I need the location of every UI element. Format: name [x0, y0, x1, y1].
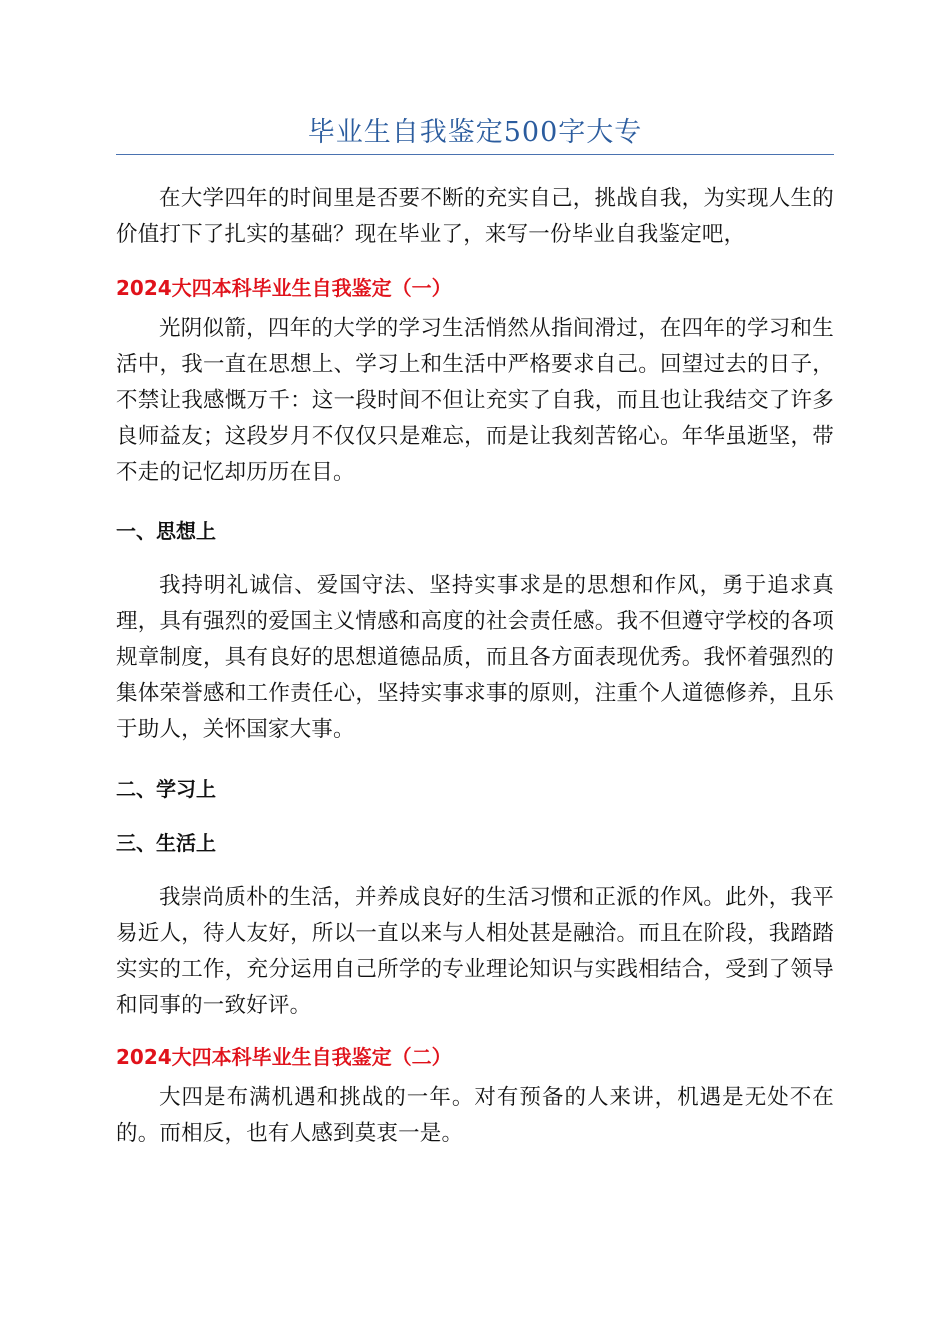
document-title: 毕业生自我鉴定500字大专	[307, 117, 643, 148]
title-underline	[116, 154, 834, 155]
subheading-life: 三、生活上	[116, 831, 216, 855]
section-heading-2: 2024大四本科毕业生自我鉴定（二）	[116, 1045, 452, 1069]
intro-paragraph: 在大学四年的时间里是否要不断的充实自己，挑战自我，为实现人生的价值打下了扎实的基础？现在毕业了，来写一份毕业自我鉴定吧，	[116, 186, 834, 247]
subheading-thought: 一、思想上	[116, 519, 216, 543]
section-heading-1: 2024大四本科毕业生自我鉴定（一）	[116, 276, 452, 300]
life-paragraph: 我崇尚质朴的生活，并养成良好的生活习惯和正派的作风。此外，我平易近人，待人友好，所以一直以来与人相处甚是融洽。而且在阶段，我踏踏实实的工作，充分运用自己所学的专业理论知识与实践相结合，受到了领导和同事的一致好评。	[116, 885, 834, 1018]
thought-paragraph: 我持明礼诚信、爱国守法、坚持实事求是的思想和作风，勇于追求真理，具有强烈的爱国主义情感和高度的社会责任感。我不但遵守学校的各项规章制度，具有良好的思想道德品质，而且各方面表现优秀。我怀着强烈的集体荣誉感和工作责任心，坚持实事求事的原则，注重个人道德修养，且乐于助人，关怀国家大事。	[116, 573, 834, 742]
section1-paragraph: 光阴似箭，四年的大学的学习生活悄然从指间滑过，在四年的学习和生活中，我一直在思想上、学习上和生活中严格要求自己。回望过去的日子，不禁让我感慨万千：这一段时间不但让充实了自我，而且也让我结交了许多良师益友；这段岁月不仅仅只是难忘，而是让我刻苦铭心。年华虽逝坚，带不走的记忆却历历在目。	[116, 316, 834, 485]
section2-paragraph: 大四是布满机遇和挑战的一年。对有预备的人来讲，机遇是无处不在的。而相反，也有人感到莫衷一是。	[116, 1085, 834, 1146]
subheading-study: 二、学习上	[116, 777, 216, 801]
document-page	[116, 0, 834, 1152]
